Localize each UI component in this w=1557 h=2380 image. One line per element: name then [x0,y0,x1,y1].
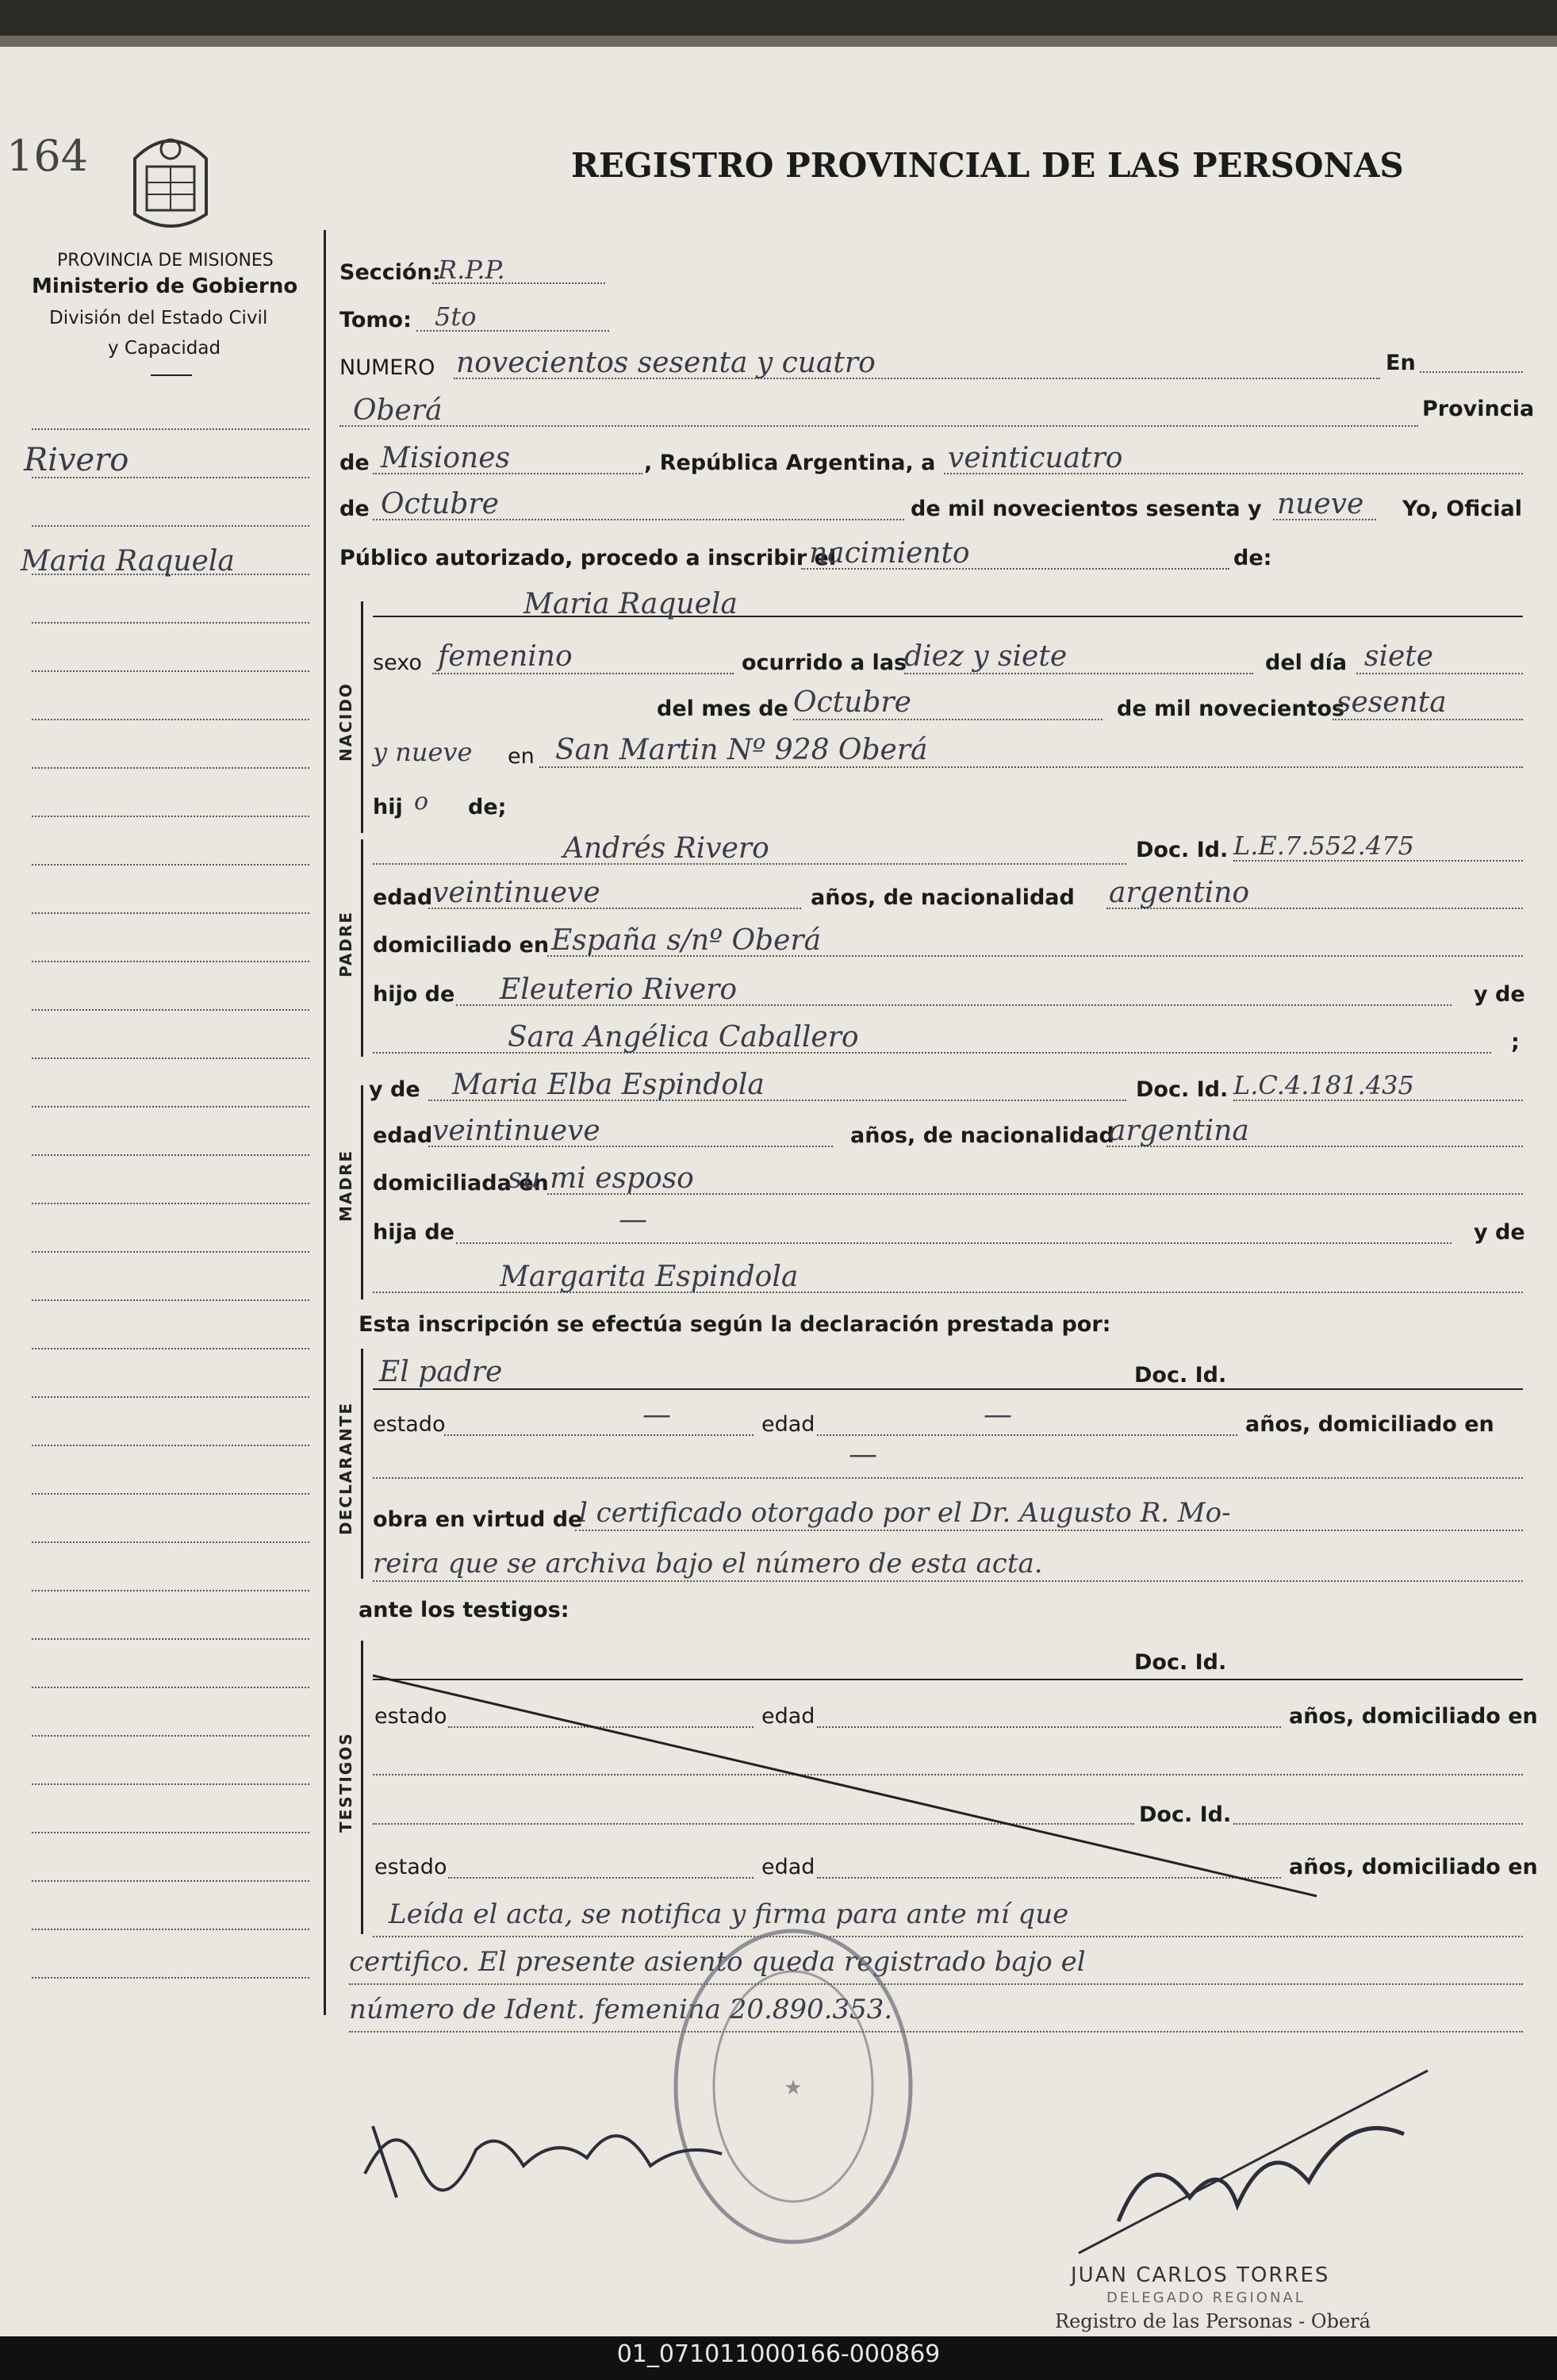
scan-top-band [0,0,1557,36]
line-obra1 [575,1530,1523,1531]
value-padre-doc: L.E.7.552.475 [1233,831,1414,861]
margin-line [32,1590,309,1591]
margin-rule [324,230,326,2015]
value-mes-nac: Octubre [793,686,911,719]
book-spine-edge [0,36,1557,47]
label-de-colon: de: [1233,546,1272,570]
margin-line [32,1783,309,1785]
label-padre-doc: Doc. Id. [1136,838,1229,862]
line-lugar [339,425,1418,427]
margin-line [32,1203,309,1204]
label-mil2: de mil novecientos [1117,697,1345,721]
label-del-dia: del día [1265,651,1348,675]
margin-line [32,816,309,817]
value-mes: Octubre [381,488,499,520]
label-padre-dom: domiciliado en [373,933,550,958]
margin-line [32,1058,309,1059]
value-sexo: femenino [438,640,573,673]
label-padre-hijo-de: hijo de [373,982,455,1007]
line-cierre1 [373,1936,1523,1937]
officer-office: Registro de las Personas - Oberá [1055,2310,1371,2332]
side-label-testigos: TESTIGOS [336,1732,355,1833]
label-mil: de mil novecientos sesenta y [911,497,1262,521]
label-declarante-estado: estado [373,1412,446,1437]
madre-rule [361,1085,363,1299]
label-madre-hija-de: hija de [373,1220,454,1245]
svg-text:★: ★ [784,2076,803,2100]
label-semicolon: ; [1511,1030,1520,1054]
label-en: En [1386,351,1416,375]
value-acto: nacimiento [809,537,970,570]
label-declarante-edad: edad [761,1412,815,1437]
margin-line [32,1348,309,1349]
value-nombre: Maria Raquela [523,588,738,620]
margin-line [32,1009,309,1011]
declarant-signature-icon [349,2079,761,2213]
value-madre-dom: su mi esposo [508,1162,694,1195]
value-declarante-edad: — [984,1399,1012,1431]
margin-line [32,1687,309,1688]
margin-given-name: Maria Raquela [21,545,235,578]
header-division: División del Estado Civil [49,308,268,328]
label-hijo: hij [373,795,403,820]
value-madre-padre: — [619,1203,647,1236]
line-sexo [432,673,734,674]
line-cierre2 [349,1983,1523,1985]
side-label-nacido: NACIDO [336,682,355,762]
header-province: PROVINCIA DE MISIONES [57,251,274,271]
label-provincia: Provincia [1422,397,1535,421]
label-madre-nac: años, de nacionalidad [850,1123,1114,1148]
value-madre-madre: Margarita Espindola [500,1261,799,1293]
value-declarante-dom: — [849,1438,877,1471]
label-testigo1-estado: estado [374,1704,447,1729]
label-seccion: Sección: [339,260,441,285]
label-de-provincia: de [339,451,370,475]
nacido-rule [361,601,363,833]
side-label-declarante: DECLARANTE [336,1401,355,1535]
side-label-madre: MADRE [336,1149,355,1222]
value-cierre2: certifico. El presente asiento queda registrado bajo el [349,1946,1086,1978]
margin-line [32,1638,309,1640]
line-hora [904,673,1253,674]
label-ocurrido: ocurrido a las [742,651,907,675]
line-anio-nac [1333,719,1523,720]
label-testigo1-anos: años, domiciliado en [1289,1704,1538,1729]
label-madre-doc: Doc. Id. [1136,1077,1229,1102]
value-obra1: l certificado otorgado por el Dr. Augusto R. Mo- [579,1497,1231,1529]
margin-line [32,1251,309,1253]
officer-signature-icon [1031,2063,1444,2269]
value-lugar: Oberá [353,394,443,427]
line-declarante-dom [373,1477,1523,1479]
value-cierre3: número de Ident. femenina 20.890.353. [349,1994,893,2025]
value-declarante-estado: — [642,1399,671,1431]
label-madre-edad: edad [373,1123,433,1148]
value-hora: diez y siete [904,640,1068,673]
value-madre-doc: L.C.4.181.435 [1233,1070,1414,1100]
testigos-strike-line [373,1674,1325,1904]
label-obra: obra en virtud de [373,1507,583,1532]
label-publico: Público autorizado, procedo a inscribir el [339,546,837,570]
value-dia: veinticuatro [948,442,1123,474]
margin-line [32,1493,309,1495]
margin-line [32,961,309,962]
value-provincia: Misiones [381,442,511,474]
value-anio-nac1: sesenta [1336,686,1447,719]
line-en [1420,371,1523,373]
value-padre-madre: Sara Angélica Caballero [508,1021,859,1054]
label-testigo2-anos: años, domiciliado en [1289,1855,1538,1879]
margin-line [32,1154,309,1156]
label-tomo: Tomo: [339,308,412,332]
margin-surname: Rivero [24,442,129,478]
label-madre-y-de: y de [369,1077,420,1102]
margin-line [32,525,309,527]
label-padre-y-de: y de [1474,982,1525,1007]
label-madre-dom: domiciliada en [373,1171,549,1196]
value-anio: nueve [1277,488,1364,520]
header-capacity: y Capacidad [108,338,221,359]
value-padre-edad: veintinueve [432,877,600,909]
value-lugar-nac: San Martin Nº 928 Oberá [555,734,928,766]
label-numero: NUMERO [339,355,435,380]
header-rule [151,374,192,376]
value-numero: novecientos sesenta y cuatro [456,347,876,379]
line-lugar-nac [539,766,1523,768]
testigos-rule [361,1641,363,1934]
margin-line [32,1929,309,1930]
label-declarante-doc: Doc. Id. [1134,1363,1227,1388]
value-dia-nac: siete [1364,640,1434,673]
value-padre-dom: España s/nº Oberá [551,924,822,957]
page-number: 164 [6,131,89,181]
margin-line [32,1396,309,1398]
document-title: REGISTRO PROVINCIAL DE LAS PERSONAS [571,146,1404,185]
margin-line [32,1106,309,1107]
line-madre-padre [456,1242,1452,1244]
margin-line [32,719,309,720]
margin-line [32,864,309,866]
padre-rule [361,839,363,1057]
line-dia-nac [1356,673,1523,674]
margin-line [32,1735,309,1737]
label-yo: Yo, Oficial [1402,497,1522,521]
margin-line [32,1445,309,1446]
line-mes-nac [793,719,1103,720]
declarante-rule [361,1349,363,1579]
value-padre-padre: Eleuterio Rivero [500,973,738,1006]
label-testigo2-estado: estado [374,1855,447,1879]
line-declarante-estado [444,1434,754,1436]
declarant-signature-text [0,0,1,1]
label-del-mes: del mes de [657,697,788,721]
value-madre: Maria Elba Espindola [452,1069,765,1101]
value-madre-nac: argentina [1109,1115,1249,1147]
value-madre-edad: veintinueve [432,1115,600,1147]
value-tomo: 5to [435,301,477,332]
margin-line [32,428,309,430]
value-padre-nac: argentino [1109,877,1250,909]
label-republica: , República Argentina, a [644,451,936,475]
label-declarante-anos: años, domiciliado en [1245,1412,1494,1437]
value-hijo-o: o [414,788,429,816]
label-testigo2-edad: edad [761,1855,815,1879]
label-esta-inscripcion: Esta inscripción se efectúa según la declaración prestada por: [359,1312,1111,1337]
margin-line [32,1541,309,1543]
label-de-semi: de; [468,795,507,820]
label-de-mes: de [339,497,370,521]
label-testigo1-edad: edad [761,1704,815,1729]
provincial-seal-icon [119,127,222,238]
line-declarante-edad [817,1434,1237,1436]
value-anio-nac2: y nueve [373,737,473,767]
label-madre-y-de: y de [1474,1220,1525,1245]
margin-line [32,1880,309,1882]
margin-line [32,1299,309,1301]
margin-line [32,1832,309,1833]
label-testigo2-doc: Doc. Id. [1139,1802,1232,1827]
value-seccion: R.P.P. [438,255,505,285]
margin-line [32,622,309,624]
line-declarante [373,1388,1523,1390]
label-ante-testigos: ante los testigos: [359,1598,569,1622]
label-padre-edad: edad [373,885,433,910]
label-padre-nac: años, de nacionalidad [811,885,1075,910]
label-sexo: sexo [373,651,422,675]
line-cierre3 [349,2031,1523,2033]
label-en2: en [508,744,535,769]
footer-id: 01_071011000166-000869 [616,2340,941,2368]
value-obra2: reira que se archiva bajo el número de esta acta. [373,1548,1043,1580]
value-cierre1: Leída el acta, se notifica y firma para ante mí que [389,1898,1069,1930]
officer-role: DELEGADO REGIONAL [1106,2290,1306,2306]
value-declarante: El padre [379,1356,503,1388]
label-testigo1-doc: Doc. Id. [1134,1650,1227,1675]
line-obra2 [373,1580,1523,1582]
margin-line [32,1977,309,1979]
side-label-padre: PADRE [336,911,355,977]
margin-line [32,670,309,672]
officer-name: JUAN CARLOS TORRES [1071,2263,1330,2287]
value-padre: Andrés Rivero [563,832,769,865]
margin-line [32,767,309,769]
margin-line [32,912,309,914]
header-ministry: Ministerio de Gobierno [32,274,298,298]
